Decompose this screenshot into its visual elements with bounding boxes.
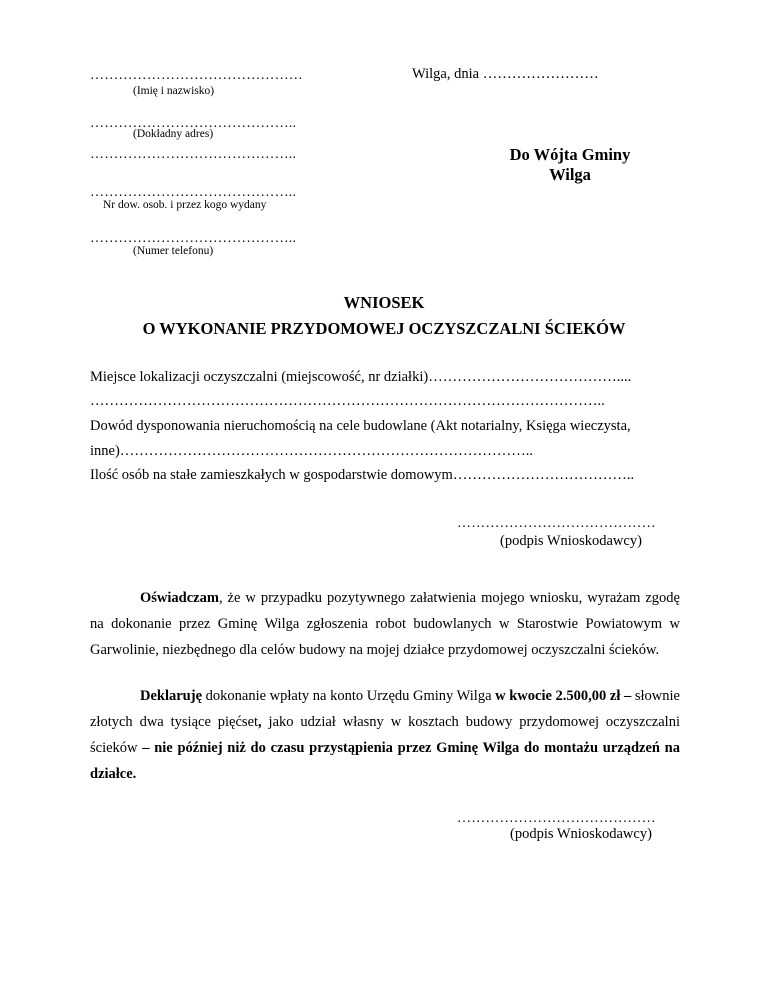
ownership-continuation: inne)………………………………………………………………………….. xyxy=(90,443,534,459)
location-line: Miejsce lokalizacji oczyszczalni (miejscowość, nr działki)………………………………….... xyxy=(90,369,632,385)
place-date: Wilga, dnia …………………… xyxy=(412,66,599,82)
statement-lead: Oświadczam xyxy=(140,590,219,606)
name-dots: ……………………………………… xyxy=(90,68,303,83)
phone-caption: (Numer telefonu) xyxy=(133,245,214,257)
addressee-line2: Wilga xyxy=(549,165,591,184)
addressee-line1: Do Wójta Gminy xyxy=(509,145,631,164)
id-caption: Nr dow. osob. i przez kogo wydany xyxy=(103,199,267,211)
address-dots-2: …………………………………….. xyxy=(90,147,297,162)
ownership-line: Dowód dysponowania nieruchomością na cele budowlane (Akt notarialny, Księga wieczysta, xyxy=(90,418,631,434)
phone-dots: …………………………………….. xyxy=(90,231,297,246)
declaration-comma: , xyxy=(258,714,262,730)
declaration-amount: w kwocie 2.500,00 zł – xyxy=(495,688,632,704)
signature-dots: …………………………………… xyxy=(457,516,656,531)
document-subtitle: O WYKONANIE PRZYDOMOWEJ OCZYSZCZALNI ŚCIEKÓW xyxy=(142,319,626,338)
declaration-paragraph xyxy=(90,683,680,787)
location-continuation: …………………………………………………………………………………………….. xyxy=(90,393,605,409)
signature-dots-2: …………………………………… xyxy=(457,811,656,826)
signature-caption-2: (podpis Wnioskodawcy) xyxy=(510,826,652,842)
address-caption: (Dokładny adres) xyxy=(133,128,214,140)
persons-line: Ilość osób na stałe zamieszkałych w gospodarstwie domowym……………………………….. xyxy=(90,467,635,483)
declaration-text-3: jako udział własny w kosztach budowy przydomowej oczyszczalni ścieków xyxy=(90,714,680,756)
declaration-deadline: – nie później niż do czasu przystąpienia przez Gminę Wilga do montażu urządzeń na działce. xyxy=(90,740,680,782)
statement-text: , że w przypadku pozytywnego załatwienia mojego wniosku, wyrażam zgodę na dokonanie przez Gminę Wilga zgłoszenia robot budowlanych w Starostwie Powiatowym w Garwolinie, niezbędnego dla celów budowy na mojej działce przydomowej oczyszczalni ścieków. xyxy=(90,590,680,658)
declaration-text-2: słownie złotych dwa tysiące pięćset xyxy=(90,688,680,730)
address-dots: …………………………………….. xyxy=(90,116,297,131)
declaration-text-1: dokonanie wpłaty na konto Urzędu Gminy Wilga xyxy=(202,688,496,704)
statement-paragraph xyxy=(90,585,680,663)
signature-caption: (podpis Wnioskodawcy) xyxy=(500,533,642,549)
document-title: WNIOSEK xyxy=(343,293,425,312)
id-dots: …………………………………….. xyxy=(90,185,297,200)
name-caption: (Imię i nazwisko) xyxy=(133,85,215,97)
declaration-lead: Deklaruję xyxy=(140,688,203,704)
